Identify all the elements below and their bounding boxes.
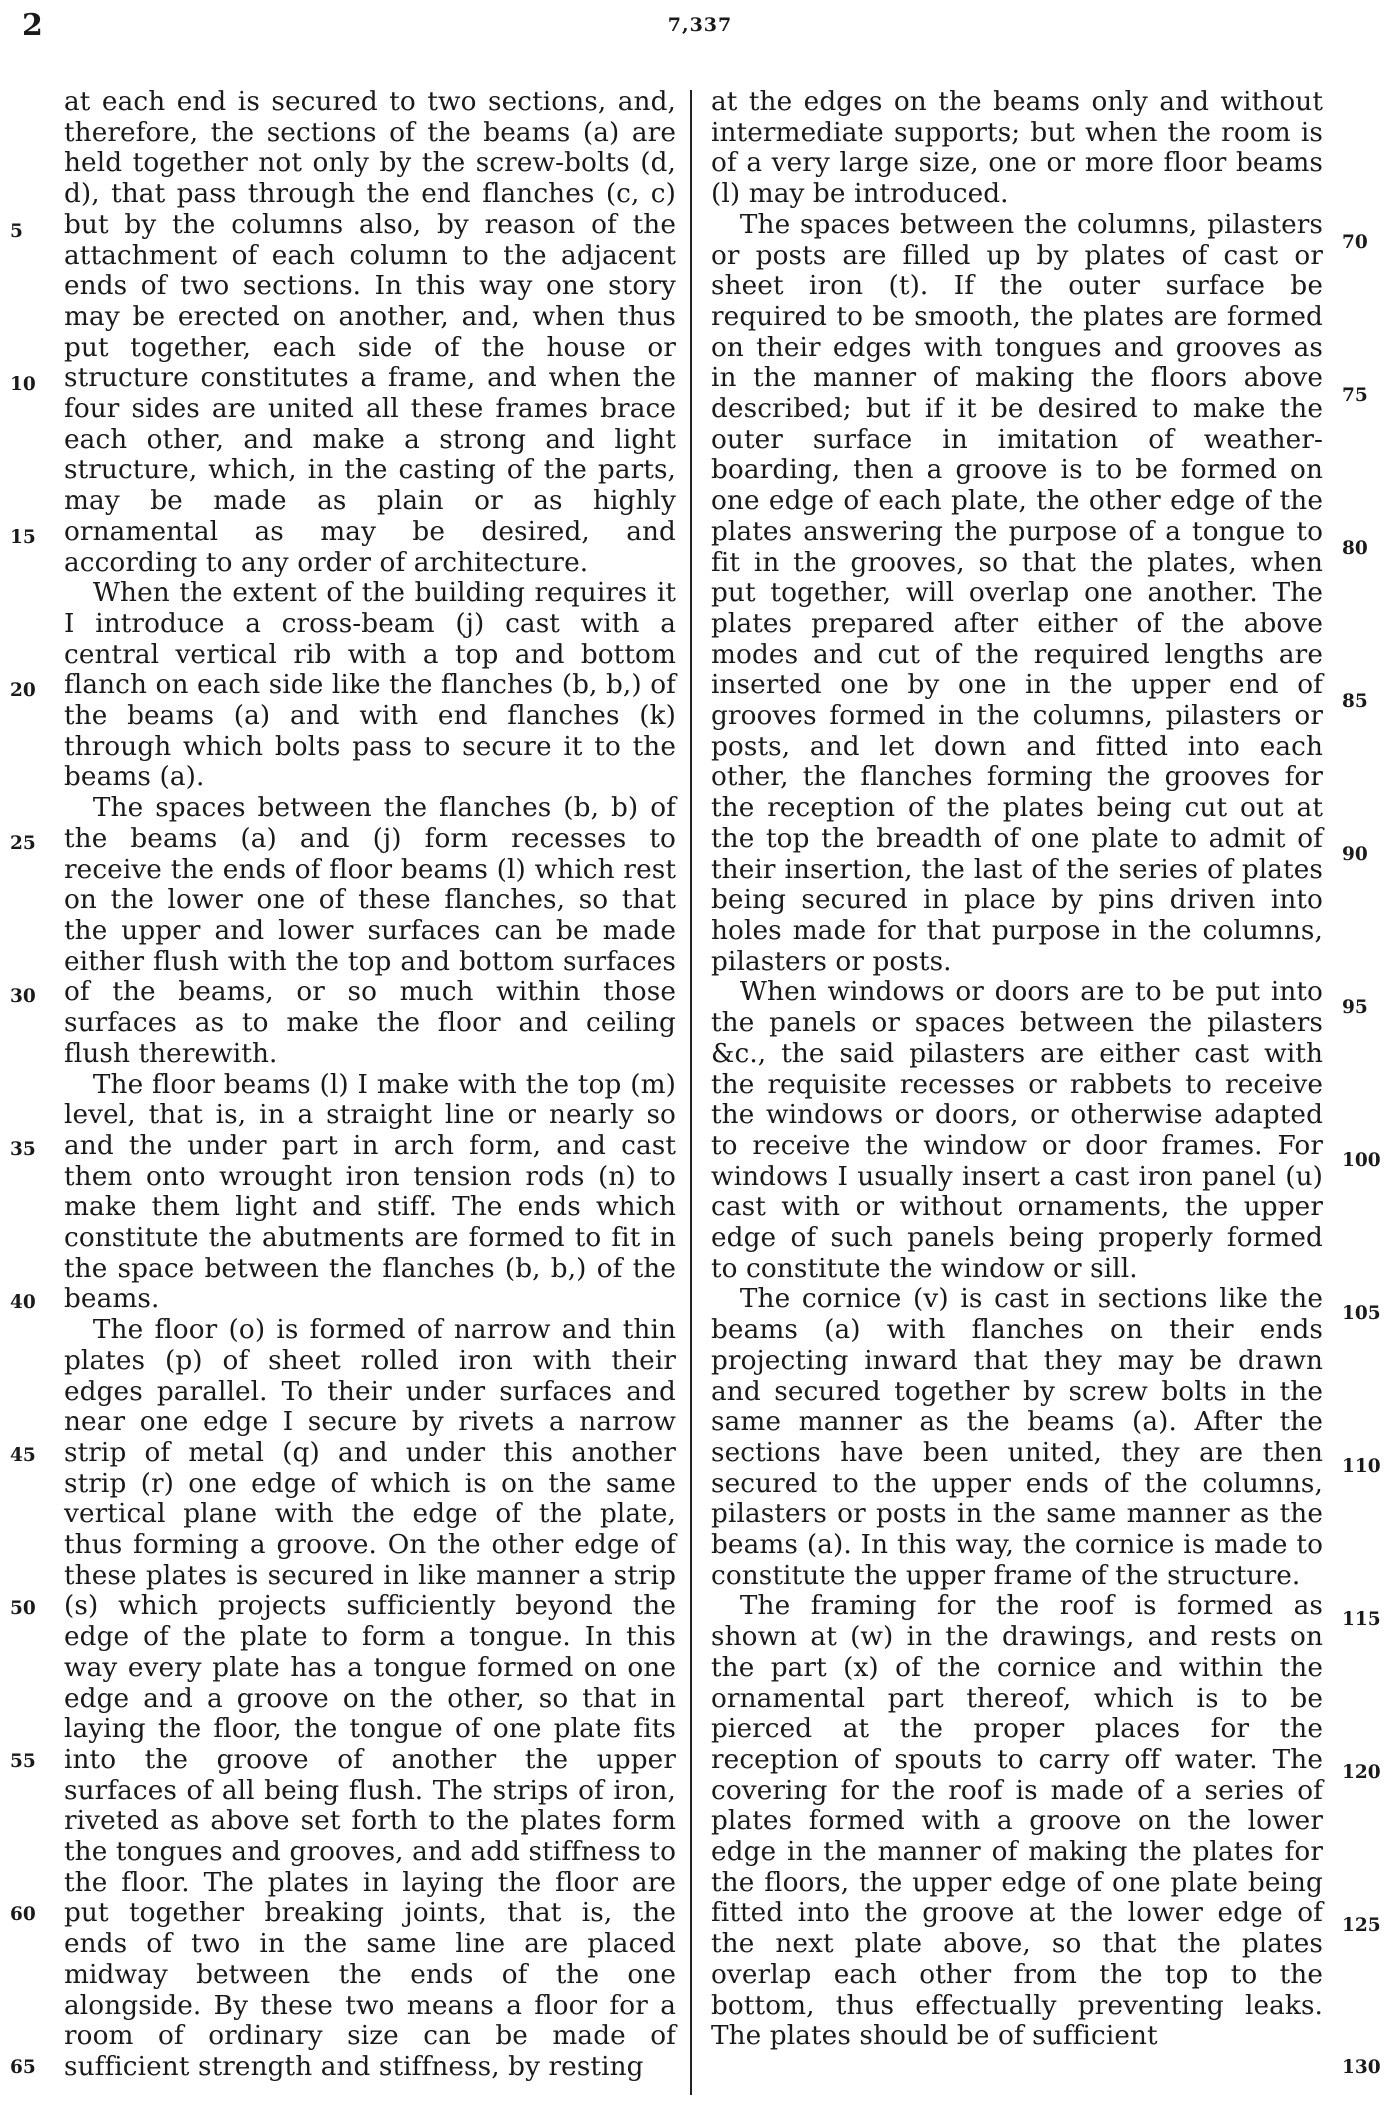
line-number: 115 [1342,1609,1381,1630]
line-number: 5 [10,221,23,242]
line-number: 10 [10,374,36,395]
line-number: 100 [1342,1150,1381,1171]
left-paragraph-2: When the extent of the building requires it I introduce a cross-beam (j) cast with a central vertical rib with a top and bottom flanch on each side like the flanches (b, b,) of the beams (a) and with end flanches (k) through which bolts pass to secure it to the beams (a). [64,578,676,793]
line-number: 85 [1342,691,1368,712]
left-paragraph-3: The spaces between the flanches (b, b) of the beams (a) and (j) form recesses to receive the ends of floor beams (l) which rest on the lower one of these flanches, so that the upper and lower surfaces can be made either flush with the top and bottom surfaces of the beams, or so much within those surfaces as to make the floor and ceiling flush therewith. [64,793,676,1069]
line-number: 45 [10,1445,36,1466]
left-paragraph-1: at each end is secured to two sections, and, therefore, the sections of the beams (a) are held together not only by the screw-bolts (d, d), that pass through the end flanches (c, c) but by the columns also, by reason of the attachment of each column to the adjacent ends of two sections. In this way one story may be erected on another, and, when thus put together, each side of the house or structure constitutes a frame, and when the four sides are united all these frames brace each other, and make a strong and light structure, which, in the casting of the parts, may be made as plain or as highly ornamental as may be desired, and according to any order of architecture. [64,87,676,578]
line-number: 130 [1342,2057,1381,2078]
line-number: 20 [10,680,36,701]
right-paragraph-3: When windows or doors are to be put into the panels or spaces between the pilasters &c., the said pilasters are either cast with the requisite recesses or rabbets to receive the windows or doors, or otherwise adapted to receive the window or door frames. For windows I usually insert a cast iron panel (u) cast with or without ornaments, the upper edge of such panels being properly formed to constitute the window or sill. [711,977,1323,1284]
right-column [711,87,1323,2052]
left-paragraph-4: The floor beams (l) I make with the top (m) level, that is, in a straight line or nearly so and the under part in arch form, and cast them onto wrought iron tension rods (n) to make them light and stiff. The ends which constitute the abutments are formed to fit in the space between the flanches (b, b,) of the beams. [64,1069,676,1315]
line-number: 110 [1342,1456,1381,1477]
column-divider [690,90,692,2095]
line-number: 95 [1342,997,1368,1018]
right-paragraph-1: at the edges on the beams only and without intermediate supports; but when the room is of a very large size, one or more floor beams (l) may be introduced. [711,87,1323,210]
line-number: 125 [1342,1915,1381,1936]
line-number: 120 [1342,1762,1381,1783]
line-number: 50 [10,1598,36,1619]
line-number: 80 [1342,538,1368,559]
line-number: 60 [10,1904,36,1925]
line-number: 90 [1342,844,1368,865]
left-paragraph-5: The floor (o) is formed of narrow and thin plates (p) of sheet rolled iron with their edges parallel. To their under surfaces and near one edge I secure by rivets a narrow strip of metal (q) and under this another strip (r) one edge of which is on the same vertical plane with the edge of the plate, thus forming a groove. On the other edge of these plates is secured in like manner a strip (s) which projects sufficiently beyond the edge of the plate to form a tongue. In this way every plate has a tongue formed on one edge and a groove on the other, so that in laying the floor, the tongue of one plate fits into the groove of another the upper surfaces of all being flush. The strips of iron, riveted as above set forth to the plates form the tongues and grooves, and add stiffness to the floor. The plates in laying the floor are put together breaking joints, that is, the ends of two in the same line are placed midway between the ends of the one alongside. By these two means a floor for a room of ordinary size can be made of sufficient strength and stiffness, by resting [64,1315,676,2082]
left-column [64,87,676,2083]
line-number: 15 [10,527,36,548]
line-number: 105 [1342,1303,1381,1324]
line-number: 65 [10,2057,36,2078]
right-paragraph-5: The framing for the roof is formed as shown at (w) in the drawings, and rests on the part (x) of the cornice and within the ornamental part thereof, which is to be pierced at the proper places for the reception of spouts to carry off water. The covering for the roof is made of a series of plates formed with a groove on the lower edge in the manner of making the plates for the floors, the upper edge of one plate being fitted into the groove at the lower edge of the next plate above, so that the plates overlap each other from the top to the bottom, thus effectually preventing leaks. The plates should be of sufficient [711,1591,1323,2052]
line-number: 75 [1342,385,1368,406]
line-number: 70 [1342,232,1368,253]
line-number: 25 [10,833,36,854]
line-number: 35 [10,1139,36,1160]
line-number: 55 [10,1751,36,1772]
page-number: 2 [22,8,43,43]
patent-number: 7,337 [667,14,733,36]
right-paragraph-2: The spaces between the columns, pilasters or posts are filled up by plates of cast or sheet iron (t). If the outer surface be required to be smooth, the plates are formed on their edges with tongues and grooves as in the manner of making the floors above described; but if it be desired to make the outer surface in imitation of weather-boarding, then a groove is to be formed on one edge of each plate, the other edge of the plates answering the purpose of a tongue to fit in the grooves, so that the plates, when put together, will overlap one another. The plates prepared after either of the above modes and cut of the required lengths are inserted one by one in the upper end of grooves formed in the columns, pilasters or posts, and let down and fitted into each other, the flanches forming the grooves for the reception of the plates being cut out at the top the breadth of one plate to admit of their insertion, the last of the series of plates being secured in place by pins driven into holes made for that purpose in the columns, pilasters or posts. [711,209,1323,977]
line-number: 30 [10,986,36,1007]
line-number: 40 [10,1292,36,1313]
right-paragraph-4: The cornice (v) is cast in sections like the beams (a) with flanches on their ends projecting inward that they may be drawn and secured together by screw bolts in the same manner as the beams (a). After the sections have been united, they are then secured to the upper ends of the columns, pilasters or posts in the same manner as the beams (a). In this way, the cornice is made to constitute the upper frame of the structure. [711,1284,1323,1591]
